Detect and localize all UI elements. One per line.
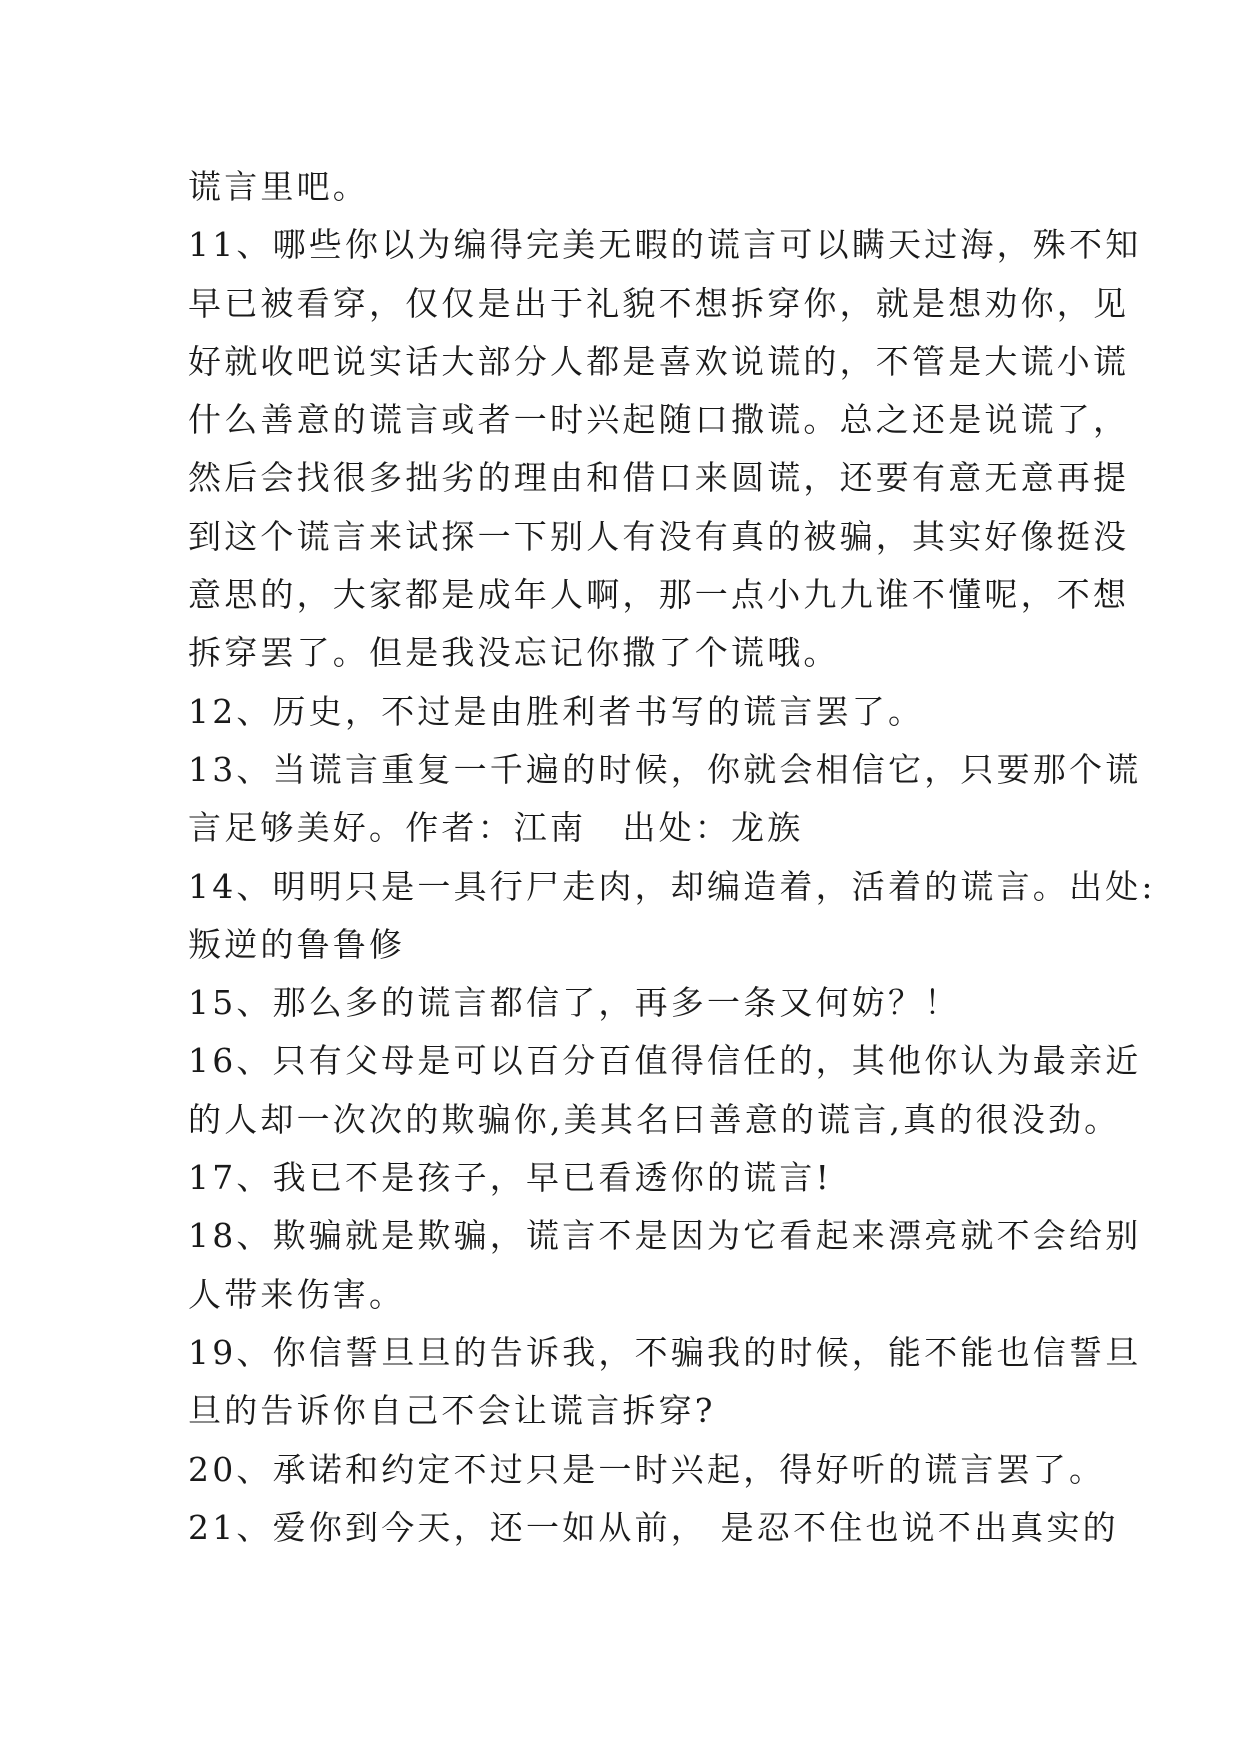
text-line: 12、历史，不过是由胜利者书写的谎言罢了。: [188, 691, 925, 731]
text-line: 旦的告诉你自己不会让谎言拆穿?: [188, 1391, 716, 1431]
text-line: 谎言里吧。: [188, 167, 369, 206]
text-line: 21、爱你到今天，还一如从前， 是忍不住也说不出真实的: [188, 1507, 1119, 1547]
text-line: 14、明明只是一具行尸走肉，却编造着，活着的谎言。出处:: [188, 866, 1156, 906]
text-line: 19、你信誓旦旦的告诉我，不骗我的时候，能不能也信誓旦: [188, 1332, 1142, 1372]
text-line: 言足够美好。作者：江南 出处：龙族: [188, 808, 804, 848]
text-line: 18、欺骗就是欺骗，谎言不是因为它看起来漂亮就不会给别: [188, 1216, 1142, 1256]
text-line: 意思的，大家都是成年人啊，那一点小九九谁不懂呢，不想: [188, 575, 1130, 615]
text-line: 早已被看穿，仅仅是出于礼貌不想拆穿你，就是想劝你，见: [188, 283, 1130, 323]
text-line: 人带来伤害。: [188, 1274, 406, 1314]
text-line: 的人却一次次的欺骗你,美其名曰善意的谎言,真的很没劲。: [188, 1099, 1121, 1139]
text-line: 15、那么多的谎言都信了，再多一条又何妨？！: [188, 983, 961, 1023]
text-line: 到这个谎言来试探一下别人有没有真的被骗，其实好像挺没: [188, 516, 1130, 556]
text-line: 叛逆的鲁鲁修: [188, 924, 406, 964]
text-line: 20、承诺和约定不过只是一时兴起，得好听的谎言罢了。: [188, 1449, 1106, 1489]
text-line: 16、只有父母是可以百分百值得信任的，其他你认为最亲近: [188, 1041, 1142, 1081]
text-line: 11、哪些你以为编得完美无暇的谎言可以瞒天过海，殊不知: [188, 225, 1142, 265]
text-line: 然后会找很多拙劣的理由和借口来圆谎，还要有意无意再提: [188, 458, 1130, 498]
body-text: [188, 158, 1156, 1557]
text-line: 13、当谎言重复一千遍的时候，你就会相信它，只要那个谎: [188, 749, 1142, 789]
text-line: 什么善意的谎言或者一时兴起随口撒谎。总之还是说谎了，: [188, 400, 1130, 440]
text-line: 拆穿罢了。但是我没忘记你撒了个谎哦。: [188, 633, 840, 673]
text-line: 17、我已不是孩子，早已看透你的谎言!: [188, 1158, 833, 1198]
text-line: 好就收吧说实话大部分人都是喜欢说谎的，不管是大谎小谎: [188, 341, 1130, 381]
